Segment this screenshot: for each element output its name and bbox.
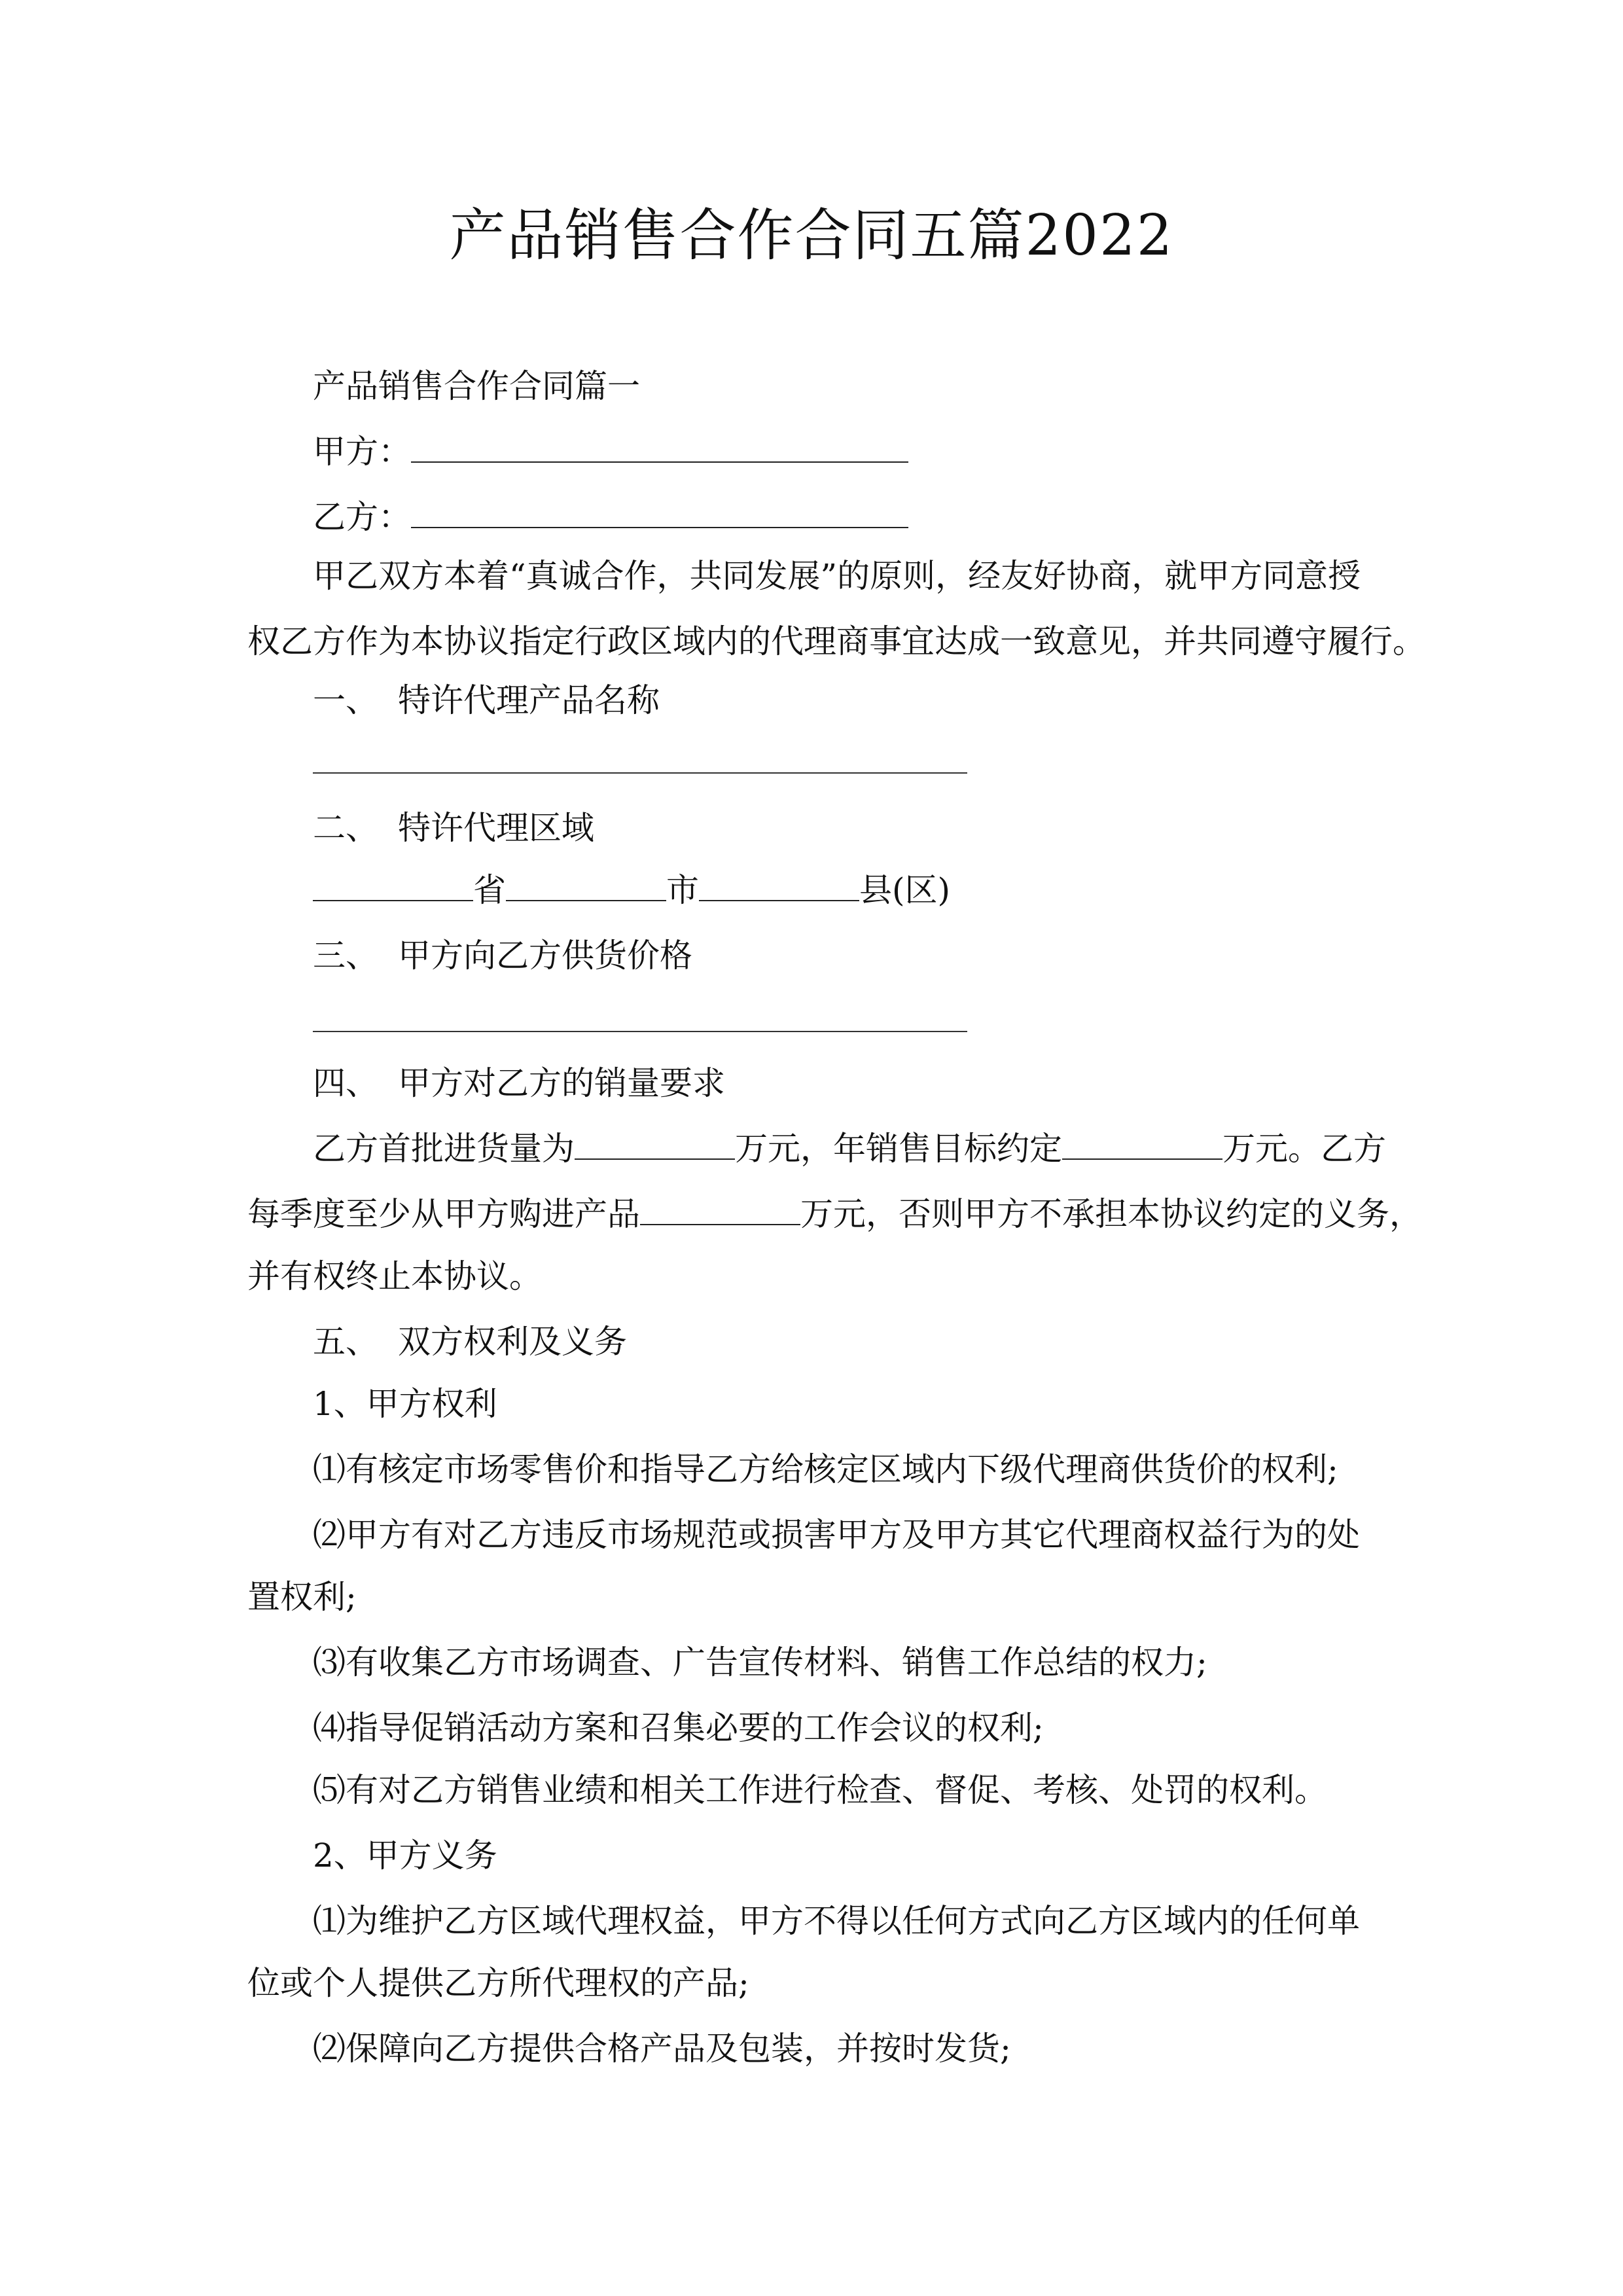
party-a-line	[247, 419, 1399, 484]
party-a-duty-1-line1: ⑴为维护乙方区域代理权益，甲方不得以任何方式向乙方区域内的任何单	[313, 1902, 1360, 1940]
party-a-right-2-line1: ⑵甲方有对乙方违反市场规范或损害甲方及甲方其它代理商权益行为的处	[313, 1516, 1360, 1554]
party-a-duty-1-line2: 位或个人提供乙方所代理权的产品;	[247, 1964, 749, 2002]
sales-requirement-line2	[247, 1181, 1422, 1247]
section-1-title: 特许代理产品名称	[398, 681, 660, 719]
section-3-heading	[247, 923, 1399, 988]
section-1-number: 一、	[313, 681, 378, 719]
party-b-blank[interactable]	[411, 490, 908, 528]
party-a-right-5: ⑸有对乙方销售业绩和相关工作进行检查、督促、考核、处罚的权利。	[313, 1771, 1327, 1809]
county-label: 县(区)	[859, 871, 951, 909]
section-3-number: 三、	[313, 937, 378, 975]
quarterly-unit: 万元，否则甲方不承担本协议约定的义务，	[800, 1195, 1422, 1233]
sales-requirement-line3: 并有权终止本协议。	[247, 1257, 542, 1295]
city-label: 市	[666, 871, 699, 909]
party-b-line	[247, 484, 1399, 550]
party-a-blank[interactable]	[411, 425, 908, 463]
section-3-blank-line[interactable]	[313, 1031, 967, 1032]
section-4-heading	[247, 1050, 1399, 1116]
party-a-right-1: ⑴有核定市场零售价和指导乙方给核定区域内下级代理商供货价的权利;	[313, 1450, 1338, 1488]
section-5-heading	[247, 1309, 1399, 1374]
region-line	[247, 857, 1399, 923]
section-5-number: 五、	[313, 1323, 378, 1361]
annual-target-label: 万元，年销售目标约定	[735, 1130, 1062, 1168]
section-1-heading	[247, 668, 1399, 733]
document-title: 产品销售合作合同五篇2022	[449, 203, 1174, 268]
section-2-title: 特许代理区域	[398, 809, 594, 847]
party-a-duties-title: 2、甲方义务	[313, 1837, 497, 1874]
province-blank[interactable]	[313, 863, 473, 901]
section-4-number: 四、	[313, 1064, 378, 1102]
section-subtitle: 产品销售合作合同篇一	[313, 367, 640, 405]
party-a-label: 甲方：	[313, 433, 411, 471]
party-a-right-2-line2: 置权利;	[247, 1578, 357, 1616]
sales-requirement-line1	[247, 1116, 1399, 1181]
annual-target-unit: 万元。乙方	[1222, 1130, 1386, 1168]
county-blank[interactable]	[699, 863, 859, 901]
section-2-number: 二、	[313, 809, 378, 847]
party-a-right-3: ⑶有收集乙方市场调查、广告宣传材料、销售工作总结的权力;	[313, 1643, 1207, 1681]
section-4-title: 甲方对乙方的销量要求	[398, 1064, 725, 1102]
annual-target-blank[interactable]	[1062, 1122, 1222, 1160]
first-batch-blank[interactable]	[575, 1122, 735, 1160]
section-2-heading	[247, 795, 1399, 861]
province-label: 省	[473, 871, 506, 909]
section-5-title: 双方权利及义务	[398, 1323, 627, 1361]
first-batch-label: 乙方首批进货量为	[313, 1130, 575, 1168]
section-1-blank-line[interactable]	[313, 772, 967, 774]
intro-paragraph-line2: 权乙方作为本协议指定行政区域内的代理商事宜达成一致意见，并共同遵守履行。	[247, 622, 1425, 660]
party-a-rights-title: 1、甲方权利	[313, 1385, 497, 1423]
section-3-title: 甲方向乙方供货价格	[398, 937, 692, 975]
city-blank[interactable]	[506, 863, 666, 901]
quarterly-blank[interactable]	[640, 1187, 800, 1225]
party-b-label: 乙方：	[313, 498, 411, 536]
party-a-right-4: ⑷指导促销活动方案和召集必要的工作会议的权利;	[313, 1709, 1044, 1747]
party-a-duty-2: ⑵保障向乙方提供合格产品及包装，并按时发货;	[313, 2030, 1011, 2068]
intro-paragraph-line1: 甲乙双方本着“真诚合作，共同发展”的原则，经友好协商，就甲方同意授	[313, 557, 1361, 595]
quarterly-label: 每季度至少从甲方购进产品	[247, 1195, 640, 1233]
